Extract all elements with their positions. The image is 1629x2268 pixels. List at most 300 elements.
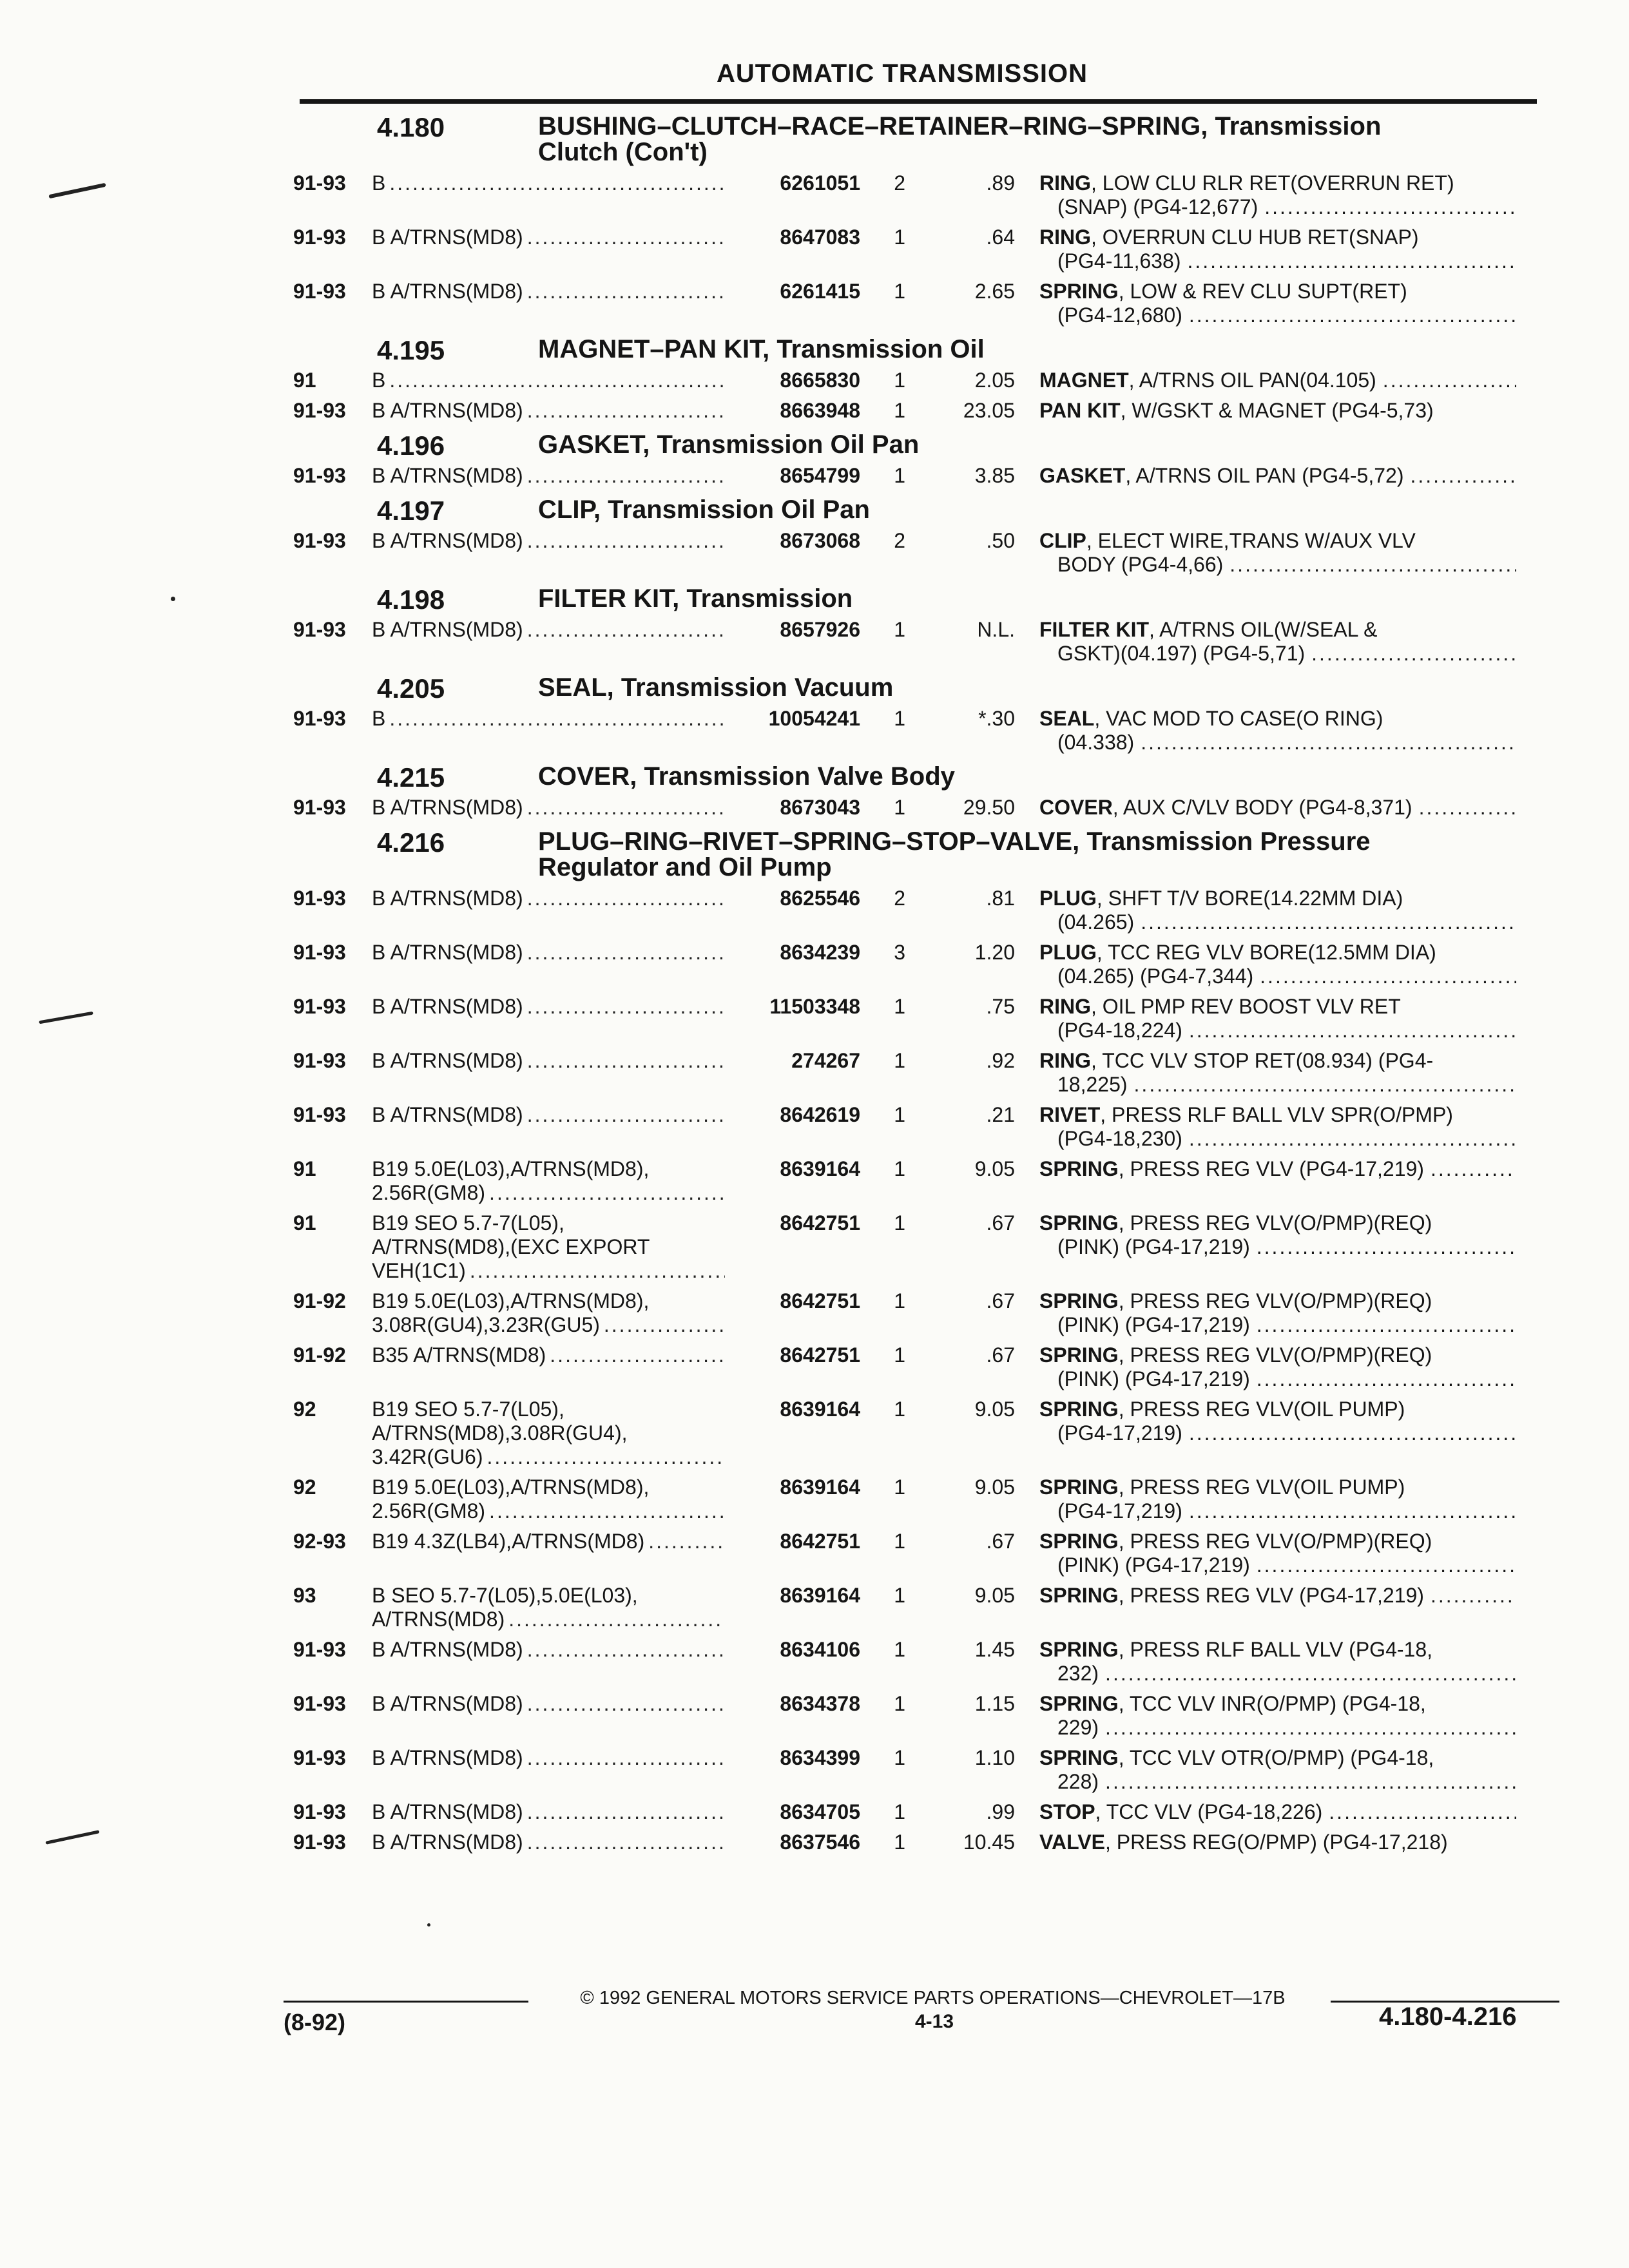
description-line — [1039, 195, 1516, 219]
application-line — [372, 941, 731, 965]
part-number: 8673068 — [780, 529, 860, 552]
description-text: , TCC VLV INR(O/PMP) (PG4-18, — [1118, 1692, 1426, 1715]
quantity: 1 — [894, 1211, 905, 1235]
application-cell — [372, 707, 731, 731]
application-cell — [372, 171, 731, 195]
quantity: 1 — [894, 1800, 905, 1823]
application-text: B35 A/TRNS(MD8) — [372, 1343, 546, 1367]
description-line — [1039, 1692, 1516, 1716]
part-row — [293, 399, 1547, 423]
price: .67 — [986, 1211, 1015, 1235]
description-cell — [1039, 1398, 1516, 1445]
description-line — [1039, 1157, 1516, 1181]
section-title: SEAL, Transmission Vacuum — [538, 673, 894, 702]
application-line — [372, 369, 731, 392]
model-years: 91 — [293, 369, 316, 392]
price: 2.65 — [974, 280, 1015, 303]
description-text: (04.265) — [1057, 910, 1135, 934]
application-line — [372, 1049, 731, 1073]
part-row — [293, 280, 1547, 327]
dot-leader — [527, 1103, 725, 1127]
dot-leader — [389, 707, 725, 731]
application-text: B19 4.3Z(LB4),A/TRNS(MD8) — [372, 1530, 645, 1553]
description-keyword: RIVET — [1039, 1103, 1101, 1126]
price: 10.45 — [963, 1831, 1015, 1854]
application-cell — [372, 1343, 731, 1367]
description-text: , PRESS REG VLV(O/PMP)(REQ) — [1118, 1530, 1432, 1553]
dot-leader — [1264, 195, 1516, 219]
section-title: Regulator and Oil Pump — [538, 853, 832, 881]
description-line — [1039, 553, 1516, 577]
dot-leader — [489, 1499, 725, 1523]
part-number: 8639164 — [780, 1475, 860, 1499]
description-line — [1039, 796, 1516, 820]
dot-leader — [604, 1313, 725, 1337]
description-cell — [1039, 399, 1516, 423]
description-keyword: SPRING — [1039, 1692, 1119, 1715]
description-line — [1039, 1746, 1516, 1770]
application-cell — [372, 618, 731, 642]
quantity: 1 — [894, 995, 905, 1018]
part-number: 8634705 — [780, 1800, 860, 1823]
section-heading — [293, 584, 1547, 615]
application-cell — [372, 226, 731, 249]
application-cell — [372, 464, 731, 488]
dot-leader — [508, 1608, 725, 1631]
dot-leader — [1260, 965, 1516, 988]
description-text: (PINK) (PG4-17,219) — [1057, 1313, 1250, 1336]
application-text: B A/TRNS(MD8) — [372, 995, 523, 1018]
application-line — [372, 1475, 731, 1499]
quantity: 1 — [894, 226, 905, 249]
application-text: B A/TRNS(MD8) — [372, 1049, 523, 1072]
part-row — [293, 887, 1547, 934]
part-row — [293, 171, 1547, 219]
part-row — [293, 1398, 1547, 1469]
price: 23.05 — [963, 399, 1015, 422]
application-line — [372, 1638, 731, 1662]
dot-leader — [1189, 1127, 1516, 1151]
quantity: 1 — [894, 1638, 905, 1661]
application-cell — [372, 1584, 731, 1631]
description-keyword: SPRING — [1039, 1289, 1119, 1312]
dot-leader — [1229, 553, 1516, 577]
description-line — [1039, 910, 1516, 934]
description-text: , A/TRNS OIL PAN (PG4-5,72) — [1125, 464, 1404, 487]
description-text: , OVERRUN CLU HUB RET(SNAP) — [1091, 226, 1419, 249]
description-text: , PRESS REG VLV(O/PMP)(REQ) — [1118, 1211, 1432, 1235]
application-text: B A/TRNS(MD8) — [372, 1638, 523, 1661]
model-years: 91-93 — [293, 796, 346, 819]
description-line — [1039, 707, 1516, 731]
dot-leader — [1431, 1157, 1516, 1181]
part-number: 8673043 — [780, 796, 860, 819]
application-text: B A/TRNS(MD8) — [372, 226, 523, 249]
part-number: 8654799 — [780, 464, 860, 487]
description-line — [1039, 887, 1516, 910]
part-number: 274267 — [791, 1049, 860, 1072]
price: 9.05 — [974, 1584, 1015, 1607]
description-line — [1039, 731, 1516, 754]
description-keyword: VALVE — [1039, 1831, 1105, 1854]
application-cell — [372, 1746, 731, 1770]
price: 1.15 — [974, 1692, 1015, 1715]
description-text: (SNAP) (PG4-12,677) — [1057, 195, 1258, 218]
description-text: , A/TRNS OIL(W/SEAL & — [1149, 618, 1378, 641]
description-keyword: RING — [1039, 995, 1091, 1018]
description-line — [1039, 1638, 1516, 1662]
description-line — [1039, 1800, 1516, 1824]
description-keyword: PLUG — [1039, 941, 1097, 964]
model-years: 91-93 — [293, 707, 346, 730]
description-text: (PG4-18,230) — [1057, 1127, 1182, 1150]
description-text: 228) — [1057, 1770, 1099, 1793]
model-years: 91-93 — [293, 1638, 346, 1661]
model-years: 91-93 — [293, 1746, 346, 1769]
dot-leader — [1188, 249, 1517, 273]
description-text: , TCC VLV STOP RET(08.934) (PG4- — [1091, 1049, 1434, 1072]
dot-leader — [1383, 369, 1516, 392]
quantity: 1 — [894, 618, 905, 641]
description-line — [1039, 1553, 1516, 1577]
part-number: 8625546 — [780, 887, 860, 910]
model-years: 91 — [293, 1211, 316, 1235]
description-text: , LOW & REV CLU SUPT(RET) — [1118, 280, 1407, 303]
section-heading — [293, 762, 1547, 793]
price: 1.45 — [974, 1638, 1015, 1661]
application-line — [372, 1800, 731, 1824]
description-cell — [1039, 618, 1516, 666]
price: .81 — [986, 887, 1015, 910]
dot-leader — [1257, 1553, 1516, 1577]
application-line — [372, 1211, 731, 1235]
description-cell — [1039, 1289, 1516, 1337]
description-line — [1039, 1421, 1516, 1445]
description-text: (04.265) (PG4-7,344) — [1057, 965, 1254, 988]
application-line — [372, 1289, 731, 1313]
part-number: 8634239 — [780, 941, 860, 964]
quantity: 2 — [894, 887, 905, 910]
description-line — [1039, 1235, 1516, 1259]
application-text: B A/TRNS(MD8) — [372, 1831, 523, 1854]
model-years: 92-93 — [293, 1530, 346, 1553]
description-cell — [1039, 280, 1516, 327]
price: 2.05 — [974, 369, 1015, 392]
part-number: 8642751 — [780, 1289, 860, 1312]
price: *.30 — [978, 707, 1015, 730]
part-row — [293, 464, 1547, 488]
price: .50 — [986, 529, 1015, 552]
description-cell — [1039, 1800, 1516, 1824]
quantity: 1 — [894, 707, 905, 730]
part-number: 8642751 — [780, 1343, 860, 1367]
part-row — [293, 707, 1547, 754]
header-rule — [300, 99, 1537, 104]
application-line — [372, 1181, 731, 1205]
description-cell — [1039, 1157, 1516, 1181]
dot-leader — [527, 529, 725, 553]
description-line — [1039, 249, 1516, 273]
description-keyword: RING — [1039, 1049, 1091, 1072]
part-row — [293, 1584, 1547, 1631]
part-row — [293, 1049, 1547, 1097]
description-text: , AUX C/VLV BODY (PG4-8,371) — [1112, 796, 1412, 819]
description-line — [1039, 1662, 1516, 1686]
description-text: (PG4-12,680) — [1057, 303, 1182, 327]
part-number: 6261051 — [780, 171, 860, 195]
application-text: B — [372, 171, 386, 195]
description-cell — [1039, 226, 1516, 273]
description-line — [1039, 1475, 1516, 1499]
dot-leader — [1105, 1716, 1516, 1740]
dot-leader — [1257, 1313, 1516, 1337]
dot-leader — [1431, 1584, 1516, 1608]
section-number: 4.195 — [377, 335, 445, 365]
model-years: 93 — [293, 1584, 316, 1607]
quantity: 1 — [894, 464, 905, 487]
description-text: , ELECT WIRE,TRANS W/AUX VLV — [1086, 529, 1416, 552]
application-text: B A/TRNS(MD8) — [372, 529, 523, 552]
description-line — [1039, 1831, 1516, 1854]
description-keyword: MAGNET — [1039, 369, 1129, 392]
quantity: 2 — [894, 529, 905, 552]
part-number: 10054241 — [768, 707, 860, 730]
application-text: B A/TRNS(MD8) — [372, 1103, 523, 1126]
model-years: 91-92 — [293, 1343, 346, 1367]
part-row — [293, 1289, 1547, 1337]
description-text: , TCC VLV (PG4-18,226) — [1095, 1800, 1323, 1823]
binding-hole-mark — [39, 1012, 93, 1024]
description-text: , OIL PMP REV BOOST VLV RET — [1091, 995, 1401, 1018]
application-cell — [372, 887, 731, 910]
dot-leader — [527, 280, 725, 303]
application-line — [372, 1313, 731, 1337]
description-line — [1039, 618, 1516, 642]
description-cell — [1039, 995, 1516, 1043]
dot-leader — [1141, 910, 1516, 934]
application-cell — [372, 529, 731, 553]
part-row — [293, 1343, 1547, 1391]
model-years: 91-93 — [293, 171, 346, 195]
model-years: 91-93 — [293, 529, 346, 552]
section-heading — [293, 829, 1547, 880]
part-number: 8647083 — [780, 226, 860, 249]
description-text: (PG4-18,224) — [1057, 1019, 1182, 1042]
section-number: 4.215 — [377, 762, 445, 793]
footer-page-number: 4-13 — [914, 2011, 954, 2032]
quantity: 1 — [894, 796, 905, 819]
part-row — [293, 796, 1547, 820]
application-cell — [372, 1530, 731, 1553]
footer-revision-date: (8-92) — [284, 2009, 346, 2035]
description-keyword: COVER — [1039, 796, 1113, 819]
dot-leader — [527, 399, 725, 423]
model-years: 91-93 — [293, 1692, 346, 1715]
part-row — [293, 1103, 1547, 1151]
description-text: , PRESS REG VLV (PG4-17,219) — [1118, 1584, 1424, 1607]
description-text: 229) — [1057, 1716, 1099, 1739]
description-line — [1039, 1530, 1516, 1553]
binding-hole-mark — [48, 183, 106, 199]
price: .99 — [986, 1800, 1015, 1823]
part-row — [293, 1475, 1547, 1523]
section-title: BUSHING–CLUTCH–RACE–RETAINER–RING–SPRING, Transmission — [538, 112, 1382, 140]
description-keyword: PAN KIT — [1039, 399, 1121, 422]
description-text: , PRESS REG(O/PMP) (PG4-17,218) — [1104, 1831, 1448, 1854]
dot-leader — [527, 1692, 725, 1716]
description-text: , LOW CLU RLR RET(OVERRUN RET) — [1091, 171, 1454, 195]
application-line — [372, 1499, 731, 1523]
parts-listing — [293, 113, 1547, 1854]
application-line — [372, 796, 731, 820]
part-number: 8657926 — [780, 618, 860, 641]
dot-leader — [389, 171, 725, 195]
section-heading — [293, 495, 1547, 526]
price: .64 — [986, 226, 1015, 249]
model-years: 92 — [293, 1398, 316, 1421]
application-line — [372, 1398, 731, 1421]
quantity: 1 — [894, 280, 905, 303]
description-text: , A/TRNS OIL PAN(04.105) — [1128, 369, 1376, 392]
part-number: 8642619 — [780, 1103, 860, 1126]
description-line — [1039, 642, 1516, 666]
application-line — [372, 529, 731, 553]
application-cell — [372, 1398, 731, 1469]
price: 9.05 — [974, 1157, 1015, 1180]
section-number: 4.216 — [377, 827, 445, 858]
quantity: 1 — [894, 1103, 905, 1126]
description-cell — [1039, 1049, 1516, 1097]
application-text: B — [372, 369, 386, 392]
part-number: 8634106 — [780, 1638, 860, 1661]
model-years: 91-92 — [293, 1289, 346, 1312]
footer-copyright: © 1992 GENERAL MOTORS SERVICE PARTS OPERATIONS—CHEVROLET—17B — [580, 1988, 1286, 2008]
description-keyword: PLUG — [1039, 887, 1097, 910]
section-number: 4.196 — [377, 430, 445, 461]
application-text: B A/TRNS(MD8) — [372, 464, 523, 487]
application-line — [372, 1584, 731, 1608]
section-number: 4.197 — [377, 495, 445, 526]
application-text: B A/TRNS(MD8) — [372, 280, 523, 303]
dot-leader — [489, 1181, 725, 1205]
description-cell — [1039, 1638, 1516, 1686]
part-row — [293, 1746, 1547, 1794]
application-line — [372, 707, 731, 731]
description-line — [1039, 1103, 1516, 1127]
description-line — [1039, 1716, 1516, 1740]
description-text: , PRESS REG VLV(O/PMP)(REQ) — [1118, 1343, 1432, 1367]
description-line — [1039, 303, 1516, 327]
application-line — [372, 887, 731, 910]
application-cell — [372, 369, 731, 392]
quantity: 3 — [894, 941, 905, 964]
application-text: B A/TRNS(MD8) — [372, 941, 523, 964]
application-line — [372, 1259, 731, 1283]
dot-leader — [1105, 1662, 1516, 1686]
description-cell — [1039, 796, 1516, 820]
dot-leader — [1189, 1499, 1516, 1523]
dot-leader — [1419, 796, 1516, 820]
part-number: 8665830 — [780, 369, 860, 392]
description-text: , W/GSKT & MAGNET (PG4-5,73) — [1120, 399, 1434, 422]
dot-leader — [1329, 1800, 1516, 1824]
quantity: 1 — [894, 399, 905, 422]
model-years: 91-93 — [293, 618, 346, 641]
dot-leader — [1311, 642, 1516, 666]
part-number: 8639164 — [780, 1584, 860, 1607]
section-title: FILTER KIT, Transmission — [538, 584, 853, 613]
dot-leader — [527, 1049, 725, 1073]
part-number: 8637546 — [780, 1831, 860, 1854]
application-line — [372, 399, 731, 423]
description-line — [1039, 399, 1516, 423]
description-keyword: SPRING — [1039, 1584, 1119, 1607]
part-row — [293, 226, 1547, 273]
description-line — [1039, 280, 1516, 303]
description-cell — [1039, 707, 1516, 754]
application-text: B19 SEO 5.7-7(L05), — [372, 1398, 564, 1421]
description-text: BODY (PG4-4,66) — [1057, 553, 1224, 576]
section-title: CLIP, Transmission Oil Pan — [538, 495, 870, 524]
section-title: GASKET, Transmission Oil Pan — [538, 430, 920, 459]
description-keyword: RING — [1039, 171, 1091, 195]
dot-leader — [527, 1638, 725, 1662]
description-cell — [1039, 941, 1516, 988]
dot-leader — [527, 1800, 725, 1824]
part-number: 6261415 — [780, 280, 860, 303]
page-header-title: AUTOMATIC TRANSMISSION — [716, 59, 1088, 88]
application-text: 2.56R(GM8) — [372, 1499, 486, 1523]
part-row — [293, 1157, 1547, 1205]
description-cell — [1039, 369, 1516, 392]
description-line — [1039, 1398, 1516, 1421]
section-number: 4.198 — [377, 584, 445, 615]
application-text: B — [372, 707, 386, 730]
model-years: 91-93 — [293, 1049, 346, 1072]
price: .75 — [986, 995, 1015, 1018]
model-years: 91-93 — [293, 887, 346, 910]
application-line — [372, 464, 731, 488]
price: N.L. — [977, 618, 1015, 641]
description-line — [1039, 1367, 1516, 1391]
application-text: B19 5.0E(L03),A/TRNS(MD8), — [372, 1475, 650, 1499]
application-cell — [372, 1049, 731, 1073]
description-line — [1039, 965, 1516, 988]
quantity: 1 — [894, 1692, 905, 1715]
part-number: 8639164 — [780, 1157, 860, 1180]
quantity: 1 — [894, 1475, 905, 1499]
speck-mark — [171, 597, 175, 601]
model-years: 91-93 — [293, 941, 346, 964]
application-cell — [372, 280, 731, 303]
description-text: (PINK) (PG4-17,219) — [1057, 1367, 1250, 1390]
description-keyword: SPRING — [1039, 1530, 1119, 1553]
description-cell — [1039, 464, 1516, 488]
dot-leader — [1189, 1421, 1516, 1445]
dot-leader — [527, 941, 725, 965]
application-cell — [372, 1475, 731, 1523]
dot-leader — [1134, 1073, 1516, 1097]
description-text: GSKT)(04.197) (PG4-5,71) — [1057, 642, 1306, 665]
quantity: 1 — [894, 1746, 905, 1769]
section-heading — [293, 673, 1547, 704]
application-text: 2.56R(GM8) — [372, 1181, 486, 1204]
description-keyword: STOP — [1039, 1800, 1095, 1823]
quantity: 1 — [894, 1049, 905, 1072]
price: 1.10 — [974, 1746, 1015, 1769]
part-row — [293, 1692, 1547, 1740]
application-cell — [372, 995, 731, 1019]
